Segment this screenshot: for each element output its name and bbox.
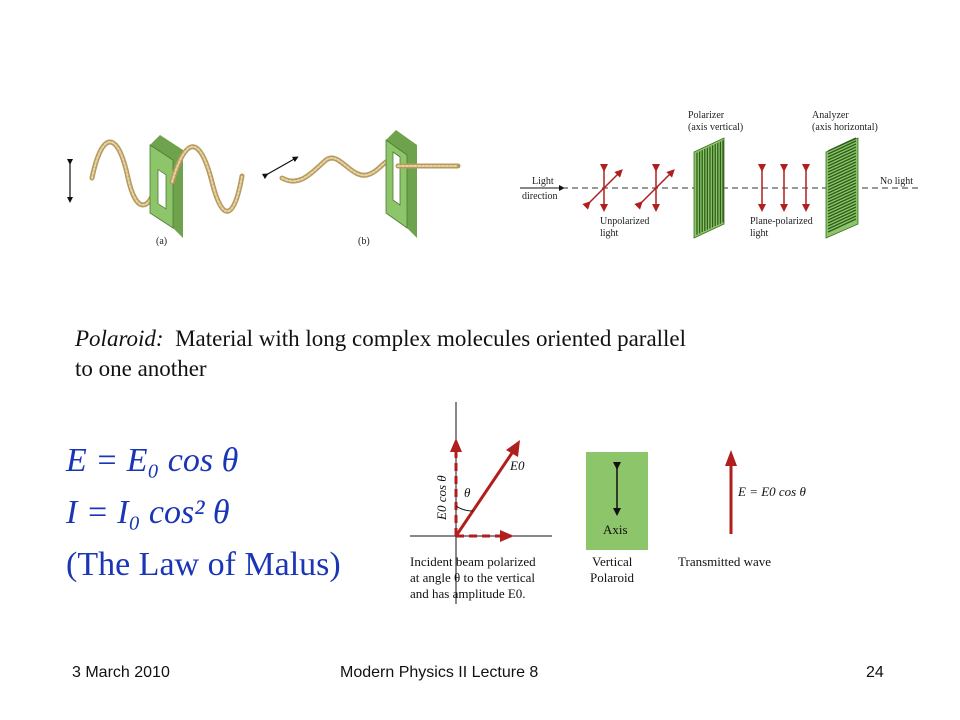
definition-line2: to one another — [75, 356, 207, 381]
light-label: Light — [532, 176, 554, 187]
polaroid-term: Polaroid: — [75, 326, 164, 351]
caption-incident-3: and has amplitude E0. — [410, 586, 526, 601]
rope-wave-a-left — [92, 142, 158, 205]
axis-label: Axis — [603, 522, 628, 537]
caption-transmitted: Transmitted wave — [678, 554, 772, 569]
vertical-component-arrowhead — [450, 438, 462, 452]
plane-polarized-light-label: light — [750, 228, 769, 239]
horizontal-oscillation-arrow — [266, 158, 296, 175]
analyzer-label: Analyzer — [812, 110, 849, 121]
footer-page-number: 24 — [866, 664, 884, 681]
malus-vector-figure — [410, 402, 806, 604]
horizontal-component-arrowhead — [500, 530, 514, 542]
definition-line1: Material with long complex molecules oriented parallel — [175, 326, 687, 351]
transmitted-arrowhead — [725, 450, 737, 466]
polarizer-label: Polarizer — [688, 110, 725, 121]
e0-vector-arrowhead — [506, 440, 520, 457]
unpolarized-label: Unpolarized — [600, 216, 650, 227]
vertical-slit-a — [158, 170, 166, 209]
label-b: (b) — [358, 236, 370, 247]
transmitted-equation: E = E0 cos θ — [738, 484, 806, 499]
footer-date: 3 March 2010 — [72, 664, 170, 681]
equations — [66, 435, 341, 591]
label-a: (a) — [156, 236, 168, 247]
analyzer-grating — [826, 138, 858, 238]
vertical-slit-b — [393, 152, 400, 205]
caption-incident-1: Incident beam polarized — [410, 554, 536, 569]
footer-title: Modern Physics II Lecture 8 — [340, 664, 539, 681]
caption-vertical: Vertical — [592, 554, 633, 569]
e0-label: E0 — [510, 458, 525, 473]
polarizer-axis-label: (axis vertical) — [688, 122, 744, 133]
plane-polarized-label: Plane-polarized — [750, 216, 813, 227]
direction-label: direction — [522, 191, 558, 202]
polarizer-grating — [694, 138, 724, 238]
caption-incident-2: at angle θ to the vertical — [410, 570, 535, 585]
theta-label: θ — [464, 485, 471, 500]
malus-intensity-equation: I = I₀ cos² θ — [66, 494, 230, 531]
analyzer-axis-label: (axis horizontal) — [812, 122, 878, 133]
rope-wave-b-left — [282, 158, 392, 181]
rope-slit-figure — [70, 130, 458, 247]
malus-field-equation: E = E₀ cos θ — [66, 442, 239, 479]
no-light-label: No light — [880, 176, 914, 187]
e0-cos-label: E0 cos θ — [434, 475, 449, 520]
caption-polaroid: Polaroid — [590, 570, 635, 585]
polaroid-definition — [75, 324, 935, 384]
law-of-malus-label: (The Law of Malus) — [66, 546, 341, 583]
theta-arc — [456, 506, 473, 511]
unpolarized-light-label: light — [600, 228, 619, 239]
polarizer-analyzer-figure — [520, 110, 922, 239]
